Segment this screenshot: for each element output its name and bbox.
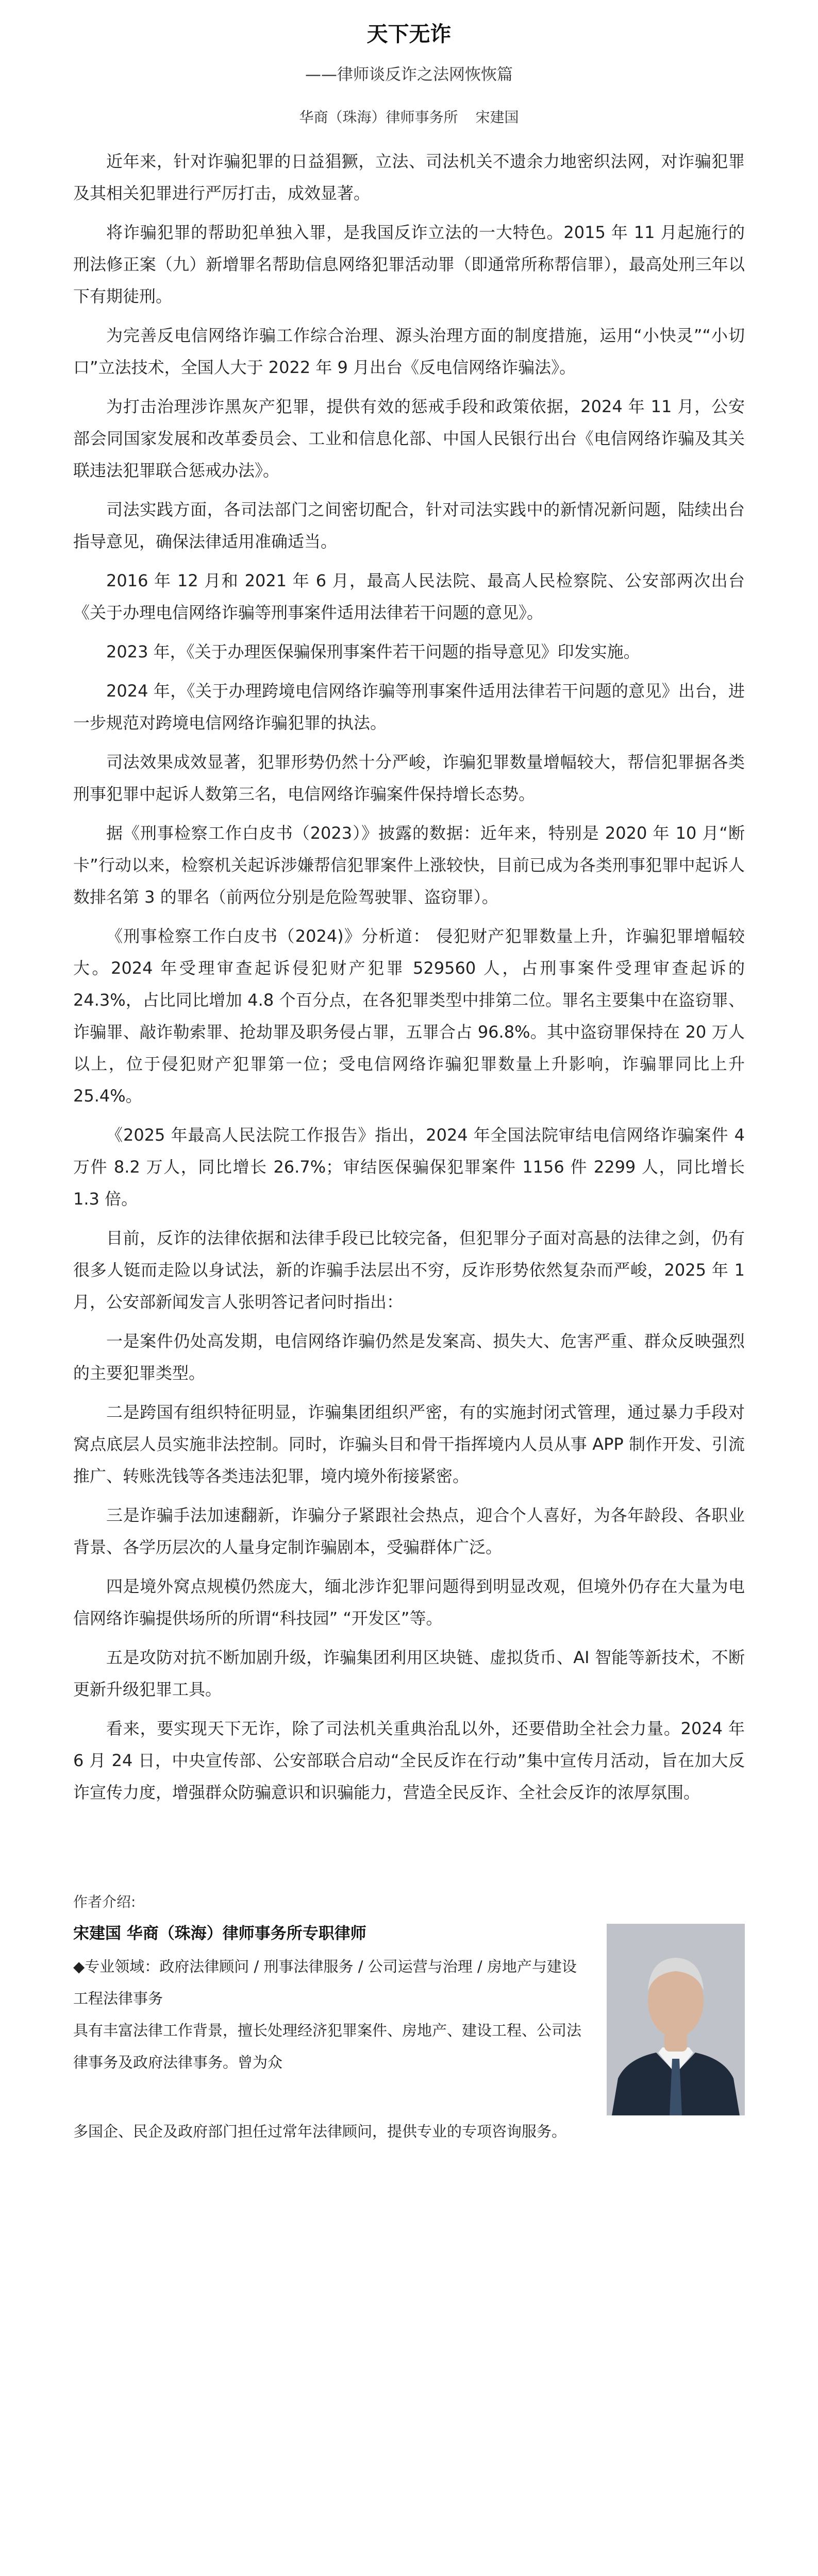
paragraph: 一是案件仍处高发期，电信网络诈骗仍然是发案高、损失大、危害严重、群众反映强烈的主要犯罪类型。 bbox=[73, 1331, 745, 1383]
intro-card bbox=[73, 1920, 745, 2115]
author-name: 宋建国 bbox=[475, 109, 519, 126]
portrait-illustration bbox=[607, 1924, 745, 2115]
paragraph: 据《刑事检察工作白皮书（2023）》披露的数据：近年来，特别是 2020 年 10 月“断卡”行动以来，检察机关起诉涉嫌帮信犯罪案件上涨较快，目前已成为各类刑事犯罪中起诉人数排名第 3 的罪名（前两位分别是危险驾驶罪、盗窃罪）。 bbox=[73, 823, 745, 907]
author-line bbox=[73, 105, 745, 130]
paragraph: 目前，反诈的法律依据和法律手段已比较完备，但犯罪分子面对高悬的法律之剑，仍有很多人铤而走险以身试法，新的诈骗手法层出不穷，反诈形势依然复杂而严峻，2025 年 1 月，公安部新闻发言人张明答记者问时指出： bbox=[73, 1228, 745, 1312]
paragraph: 2016 年 12 月和 2021 年 6 月，最高人民法院、最高人民检察院、公安部两次出台《关于办理电信网络诈骗等刑事案件适用法律若干问题的意见》。 bbox=[73, 571, 745, 622]
paragraph: 近年来，针对诈骗犯罪的日益猖獗，立法、司法机关不遗余力地密织法网，对诈骗犯罪及其相关犯罪进行严厉打击，成效显著。 bbox=[73, 151, 745, 203]
intro-experience-continued: 多国企、民企及政府部门担任过常年法律顾问，提供专业的专项咨询服务。 bbox=[73, 2123, 567, 2140]
paragraph: 《刑事检察工作白皮书（2024)》分析道： 侵犯财产犯罪数量上升，诈骗犯罪增幅较大。2024 年受理审查起诉侵犯财产犯罪 529560 人，占刑事案件受理审查起诉的 24.3%，占比同比增加 4.8 个百分点，在各犯罪类型中排第二位。罪名主要集中在盗窃罪、诈骗罪、敲诈勒索罪、抢劫罪及职务侵占罪，五罪合占 96.8%。其中盗窃罪保持在 20 万人以上，位于侵犯财产犯罪第一位；受电信网络诈骗犯罪数量上升影响，诈骗罪同比上升 25.4%。 bbox=[73, 926, 745, 1106]
article-page bbox=[73, 0, 745, 2147]
paragraph: 2023 年，《关于办理医保骗保刑事案件若干问题的指导意见》印发实施。 bbox=[106, 642, 640, 662]
article-title: 天下无诈 bbox=[366, 22, 452, 46]
author-photo bbox=[607, 1924, 745, 2115]
paragraph: 看来，要实现天下无诈，除了司法机关重典治乱以外，还要借助全社会力量。2024 年 6 月 24 日，中央宣传部、公安部联合启动“全民反诈在行动”集中宣传月活动，旨在加大反诈宣传力度，增强群众防骗意识和识骗能力，营造全民反诈、全社会反诈的浓厚氛围。 bbox=[73, 1719, 745, 1802]
paragraph: 五是攻防对抗不断加剧升级，诈骗集团利用区块链、虚拟货币、AI 智能等新技术，不断更新升级犯罪工具。 bbox=[73, 1648, 745, 1699]
paragraph: 为完善反电信网络诈骗工作综合治理、源头治理方面的制度措施，运用“小快灵”“小切口”立法技术，全国人大于 2022 年 9 月出台《反电信网络诈骗法》。 bbox=[73, 326, 745, 377]
paragraph: 将诈骗犯罪的帮助犯单独入罪，是我国反诈立法的一大特色。2015 年 11 月起施行的刑法修正案（九）新增罪名帮助信息网络犯罪活动罪（即通常所称帮信罪），最高处刑三年以下有期徒刑。 bbox=[73, 223, 745, 306]
paragraph: 司法实践方面，各司法部门之间密切配合，针对司法实践中的新情况新问题，陆续出台指导意见，确保法律适用准确适当。 bbox=[73, 500, 745, 551]
paragraph: 《2025 年最高人民法院工作报告》指出，2024 年全国法院审结电信网络诈骗案件 4 万件 8.2 万人，同比增长 26.7%；审结医保骗保犯罪案件 1156 件 2299 人，同比增长 1.3 倍。 bbox=[73, 1125, 745, 1209]
paragraph: 为打击治理涉诈黑灰产犯罪，提供有效的惩戒手段和政策依据，2024 年 11 月，公安部会同国家发展和改革委员会、工业和信息化部、中国人民银行出台《电信网络诈骗及其关联违法犯罪联合惩戒办法》。 bbox=[73, 397, 745, 480]
article-body bbox=[73, 145, 745, 1808]
intro-experience: 具有丰富法律工作背景，擅长处理经济犯罪案件、房地产、建设工程、公司法律事务及政府法律事务。曾为众 bbox=[73, 2022, 582, 2071]
paragraph: 四是境外窝点规模仍然庞大，缅北涉诈犯罪问题得到明显改观，但境外仍存在大量为电信网络诈骗提供场所的所谓“科技园” “开发区”等。 bbox=[73, 1577, 745, 1628]
paragraph: 二是跨国有组织特征明显，诈骗集团组织严密，有的实施封闭式管理，通过暴力手段对窝点底层人员实施非法控制。同时，诈骗头目和骨干指挥境内人员从事 APP 制作开发、引流推广、转账洗钱等各类违法犯罪，境内境外衔接紧密。 bbox=[73, 1402, 745, 1486]
intro-text bbox=[73, 1920, 607, 2078]
intro-specialties: ◆专业领域：政府法律顾问 / 刑事法律服务 / 公司运营与治理 / 房地产与建设工程法律事务 bbox=[73, 1958, 577, 2007]
law-firm-name: 华商（珠海）律师事务所 bbox=[299, 109, 458, 126]
paragraph: 三是诈骗手法加速翻新，诈骗分子紧跟社会热点，迎合个人喜好，为各年龄段、各职业背景、各学历层次的人量身定制诈骗剧本，受骗群体广泛。 bbox=[73, 1505, 745, 1557]
article-subtitle: ——律师谈反诈之法网恢恢篇 bbox=[305, 65, 513, 84]
intro-label: 作者介绍: bbox=[73, 1893, 136, 1910]
paragraph: 2024 年，《关于办理跨境电信网络诈骗等刑事案件适用法律若干问题的意见》出台，进一步规范对跨境电信网络诈骗犯罪的执法。 bbox=[73, 681, 745, 733]
author-introduction bbox=[73, 1891, 745, 2147]
paragraph: 司法效果成效显著，犯罪形势仍然十分严峻，诈骗犯罪数量增幅较大，帮信犯罪据各类刑事犯罪中起诉人数第三名，电信网络诈骗案件保持增长态势。 bbox=[73, 752, 745, 804]
intro-author-title: 宋建国 华商（珠海）律师事务所专职律师 bbox=[73, 1924, 366, 1943]
